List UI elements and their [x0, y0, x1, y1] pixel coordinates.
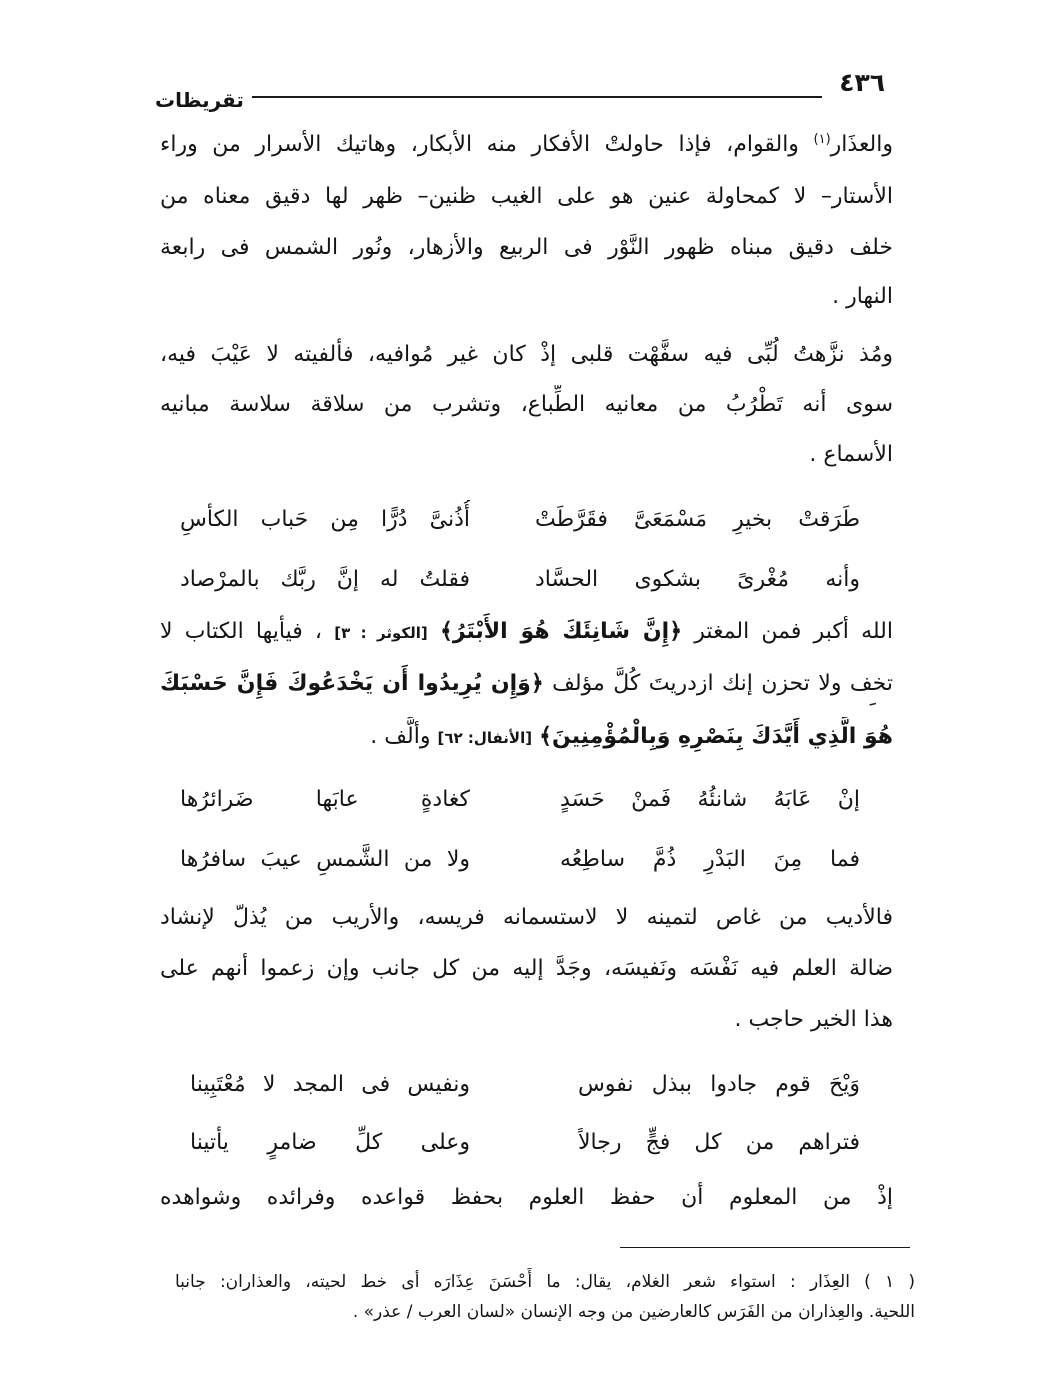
text-segment: والقوام، فإذا حاولتْ الأفكار منه الأبكار، وهاتيك الأسرار من وراء: [160, 132, 799, 157]
paragraph-3-line-3: [160, 717, 893, 759]
paragraph-2-line-1: ومُذ نزَّهتُ لُبِّى فيه سفَّهْت قلبى إذْ كان غير مُوافيه، فألفيته لا عَيْبَ فيه،: [160, 342, 893, 367]
paragraph-4-line-3: هذا الخير حاجب .: [734, 1007, 893, 1032]
verse-2-line-1-second-hemistich: كغادةٍ عابَها ضَرائرُها: [180, 787, 470, 812]
verse-2-line-2-second-hemistich: ولا من الشَّمسِ عيبَ سافرُها: [180, 847, 470, 872]
quran-quote: ﴿إِنَّ شَانِئَكَ هُوَ الأَبْتَرُ﴾: [439, 619, 683, 644]
quran-quote: هُوَ الَّذِي أَيَّدَكَ بِنَصْرِهِ وَبِالْمُؤْمِنِينَ﴾: [539, 724, 893, 749]
quran-quote: ﴿وَإِن يُرِيدُوا أَن يَخْدَعُوكَ فَإِنَّ حَسْبَكَ: [160, 671, 544, 696]
verse-1-line-2-second-hemistich: فقلتُ له إنَّ ربَّك بالمرْصاد: [180, 567, 470, 592]
verse-3-line-1-first-hemistich: وَيْحَ قوم جادوا ببذل نفوس: [578, 1072, 860, 1097]
surah-reference: [الأنفال: ٦٢]: [437, 729, 533, 747]
running-title: تقريظات: [155, 88, 244, 112]
text-segment: تخف ولا تحزن إنك ازدريتَ كُلَّ مؤلف: [552, 671, 893, 696]
surah-reference: [الكوثر : ٣]: [334, 624, 428, 642]
verse-2-line-1-first-hemistich: إنْ عَابَهُ شانئُهُ فَمنْ حَسَدٍ: [560, 787, 860, 812]
verse-3-line-2-first-hemistich: فتراهم من كل فجٍّ رجالاً: [578, 1130, 860, 1155]
paragraph-3-line-1: [160, 612, 893, 654]
text-segment: الله أكبر فمن المغتر: [694, 619, 893, 644]
paragraph-1-line-3: خلف دقيق مبناه ظهور النَّوْر فى الربيع والأزهار، ونُور الشمس فى رابعة: [160, 235, 893, 260]
paragraph-1-line-1: [160, 125, 893, 167]
footnote-marker: (١): [813, 132, 831, 147]
paragraph-5-line-1: إذْ من المعلوم أن حفظ العلوم بحفظ قواعده وفرائده وشواهده: [160, 1185, 893, 1210]
text-segment: وألَّف .: [370, 724, 431, 749]
paragraph-1-line-4: النهار .: [832, 284, 893, 309]
verse-2-line-2-first-hemistich: فما مِنَ البَدْرِ ذُمَّ ساطِعُه: [560, 847, 860, 872]
header-rule: [252, 96, 822, 98]
text-segment: والعذَار: [830, 132, 893, 157]
verse-1-line-1-first-hemistich: طَرَقتْ بخيرِ مَسْمَعَىَّ فقَرَّطَتْ: [535, 507, 860, 532]
page-number: ٤٣٦: [839, 68, 885, 97]
footnote-line-2: اللحية. والعِذاران من الفَرَس كالعارضين من وجه الإنسان «لسان العرب / عذر» .: [352, 1302, 915, 1322]
footnote-line-1: ( ١ ) العِذَار : استواء شعر الغلام، يقال: ما أَحْسَنَ عِذَارَه أى خط لحيته، والعذاران: جانبا: [175, 1272, 915, 1292]
paragraph-1-line-2: الأستار– لا كمحاولة عنين هو على الغيب ظنين– ظهر لها دقيق معناه من: [160, 184, 893, 209]
paragraph-2-line-2: سوى أنه تَطْرُبُ من معانيه الطِّباع، وتشرب من سلاقة سلاسة مبانيه: [160, 392, 893, 417]
paragraph-2-line-3: الأسماع .: [809, 442, 893, 467]
paragraph-4-line-1: فالأديب من غاص لتمينه لا لاستسمانه فريسه، والأريب من يُذلّ لإنشاد: [160, 905, 893, 930]
footnote-rule: [620, 1247, 910, 1248]
verse-3-line-2-second-hemistich: وعلى كلِّ ضامرٍ يأتينا: [190, 1130, 470, 1155]
verse-1-line-2-first-hemistich: وأنه مُغْرىً بشكوى الحسَّاد: [535, 567, 860, 592]
paragraph-3-line-2: [160, 664, 893, 706]
paragraph-4-line-2: ضالة العلم فيه نَفْسَه ونَفيسَه، وجَدَّ إليه من كل جانب وإن زعموا أنهم على: [160, 956, 893, 981]
verse-3-line-1-second-hemistich: ونفيس فى المجد لا مُعْتَبِينا: [190, 1072, 470, 1097]
verse-1-line-1-second-hemistich: أُذُنىَّ دُرًّا مِن حَباب الكأسِ: [180, 507, 470, 532]
text-segment: ، فيأيها الكتاب لا: [160, 619, 323, 644]
